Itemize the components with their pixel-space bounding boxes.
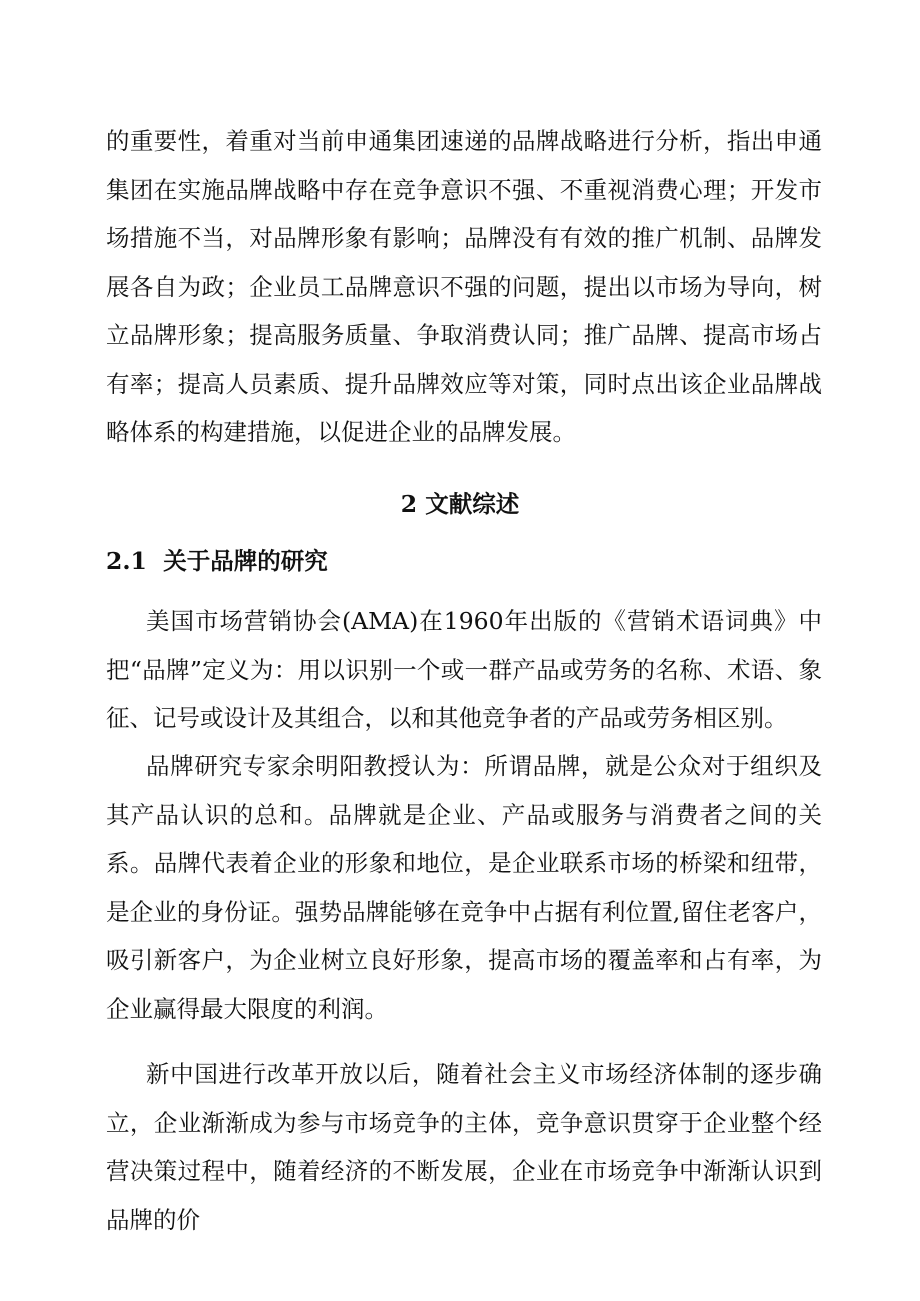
paragraph-ama-definition: 美国市场营销协会(AMA)在1960年出版的《营销术语词典》中把“品牌”定义为：用以识别一个或一群产品或劳务的名称、术语、象征、记号或设计及其组合，以和其他竞争者的产品或劳务相区别。 [106,607,822,732]
section-heading: 2 文献综述 [400,490,520,518]
paragraph-expert-view: 品牌研究专家余明阳教授认为：所谓品牌，就是公众对于组织及其产品认识的总和。品牌就是企业、产品或服务与消费者之间的关系。品牌代表着企业的形象和地位，是企业联系市场的桥梁和纽带，是企业的身份证。强势品牌能够在竞争中占据有利位置,留住老客户，吸引新客户，为企业树立良好形象，提高市场的覆盖率和占有率，为企业赢得最大限度的利润。 [106,752,822,1023]
paragraph-reform-history: 新中国进行改革开放以后，随着社会主义市场经济体制的逐步确立，企业渐渐成为参与市场竞争的主体，竞争意识贯穿于企业整个经营决策过程中，随着经济的不断发展，企业在市场竞争中渐渐认识到品牌的价 [106,1060,822,1234]
subsection-heading: 2.1 关于品牌的研究 [106,547,328,575]
paragraph-abstract-continuation: 的重要性，着重对当前申通集团速递的品牌战略进行分析，指出申通集团在实施品牌战略中存在竞争意识不强、不重视消费心理；开发市场措施不当，对品牌形象有影响；品牌没有有效的推广机制、品牌发展各自为政；企业员工品牌意识不强的问题，提出以市场为导向，树立品牌形象；提高服务质量、争取消费认同；推广品牌、提高市场占有率；提高人员素质、提升品牌效应等对策，同时点出该企业品牌战略体系的构建措施，以促进企业的品牌发展。 [106,127,822,446]
